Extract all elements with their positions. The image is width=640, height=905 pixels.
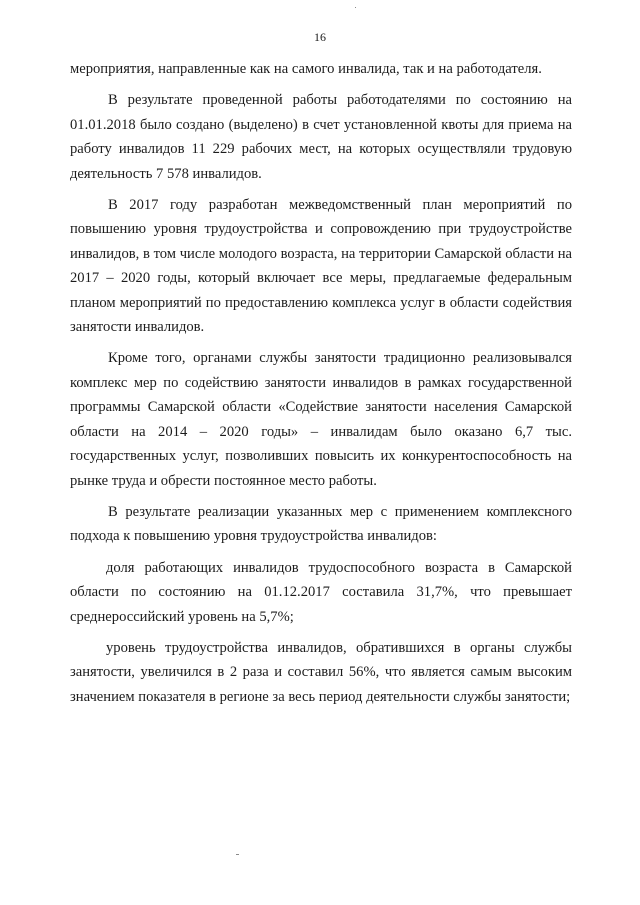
page-number: 16 <box>314 30 326 44</box>
document-body <box>70 57 572 716</box>
paragraph-employment-share: доля работающих инвалидов трудоспособного возраста в Самарской области по состоянию на 01.12.2017 составила 31,7%, что превышает среднероссийский уровень на 5,7%; <box>70 559 572 625</box>
paragraph-interagency-plan: В 2017 году разработан межведомственный план мероприятий по повышению уровня трудоустройства и сопровождению при трудоустройстве инвалидов, в том числе молодого возраста, на территории Самарской области на 2017 – 2020 годы, который включает все меры, предлагаемые федеральным планом мероприятий по предоставлению комплекса услуг в области содействия занятости инвалидов. <box>70 197 572 336</box>
paragraph-employment-level: уровень трудоустройства инвалидов, обратившихся в органы службы занятости, увеличился в 2 раза и составил 56%, что является самым высоким значением показателя в регионе за весь период деятельности службы занятости; <box>70 639 572 705</box>
paragraph-results-intro: В результате реализации указанных мер с применением комплексного подхода к повышению уровня трудоустройства инвалидов: <box>70 503 572 545</box>
scan-speck <box>355 7 356 8</box>
scan-speck <box>236 854 239 855</box>
paragraph-state-program: Кроме того, органами службы занятости традиционно реализовывался комплекс мер по содействию занятости инвалидов в рамках государственной программы Самарской области «Содействие занятости населения Самарской области на 2014 – 2020 годы» – инвалидам было оказано 6,7 тыс. государственных услуг, позволивших повысить их конкурентоспособность на рынке труда и обрести постоянное место работы. <box>70 350 572 489</box>
paragraph-quota-results: В результате проведенной работы работодателями по состоянию на 01.01.2018 было создано (выделено) в счет установленной квоты для приема на работу инвалидов 11 229 рабочих мест, на которых осуществляли трудовую деятельность 7 578 инвалидов. <box>70 92 572 182</box>
paragraph-continuation: мероприятия, направленные как на самого инвалида, так и на работодателя. <box>70 61 542 77</box>
